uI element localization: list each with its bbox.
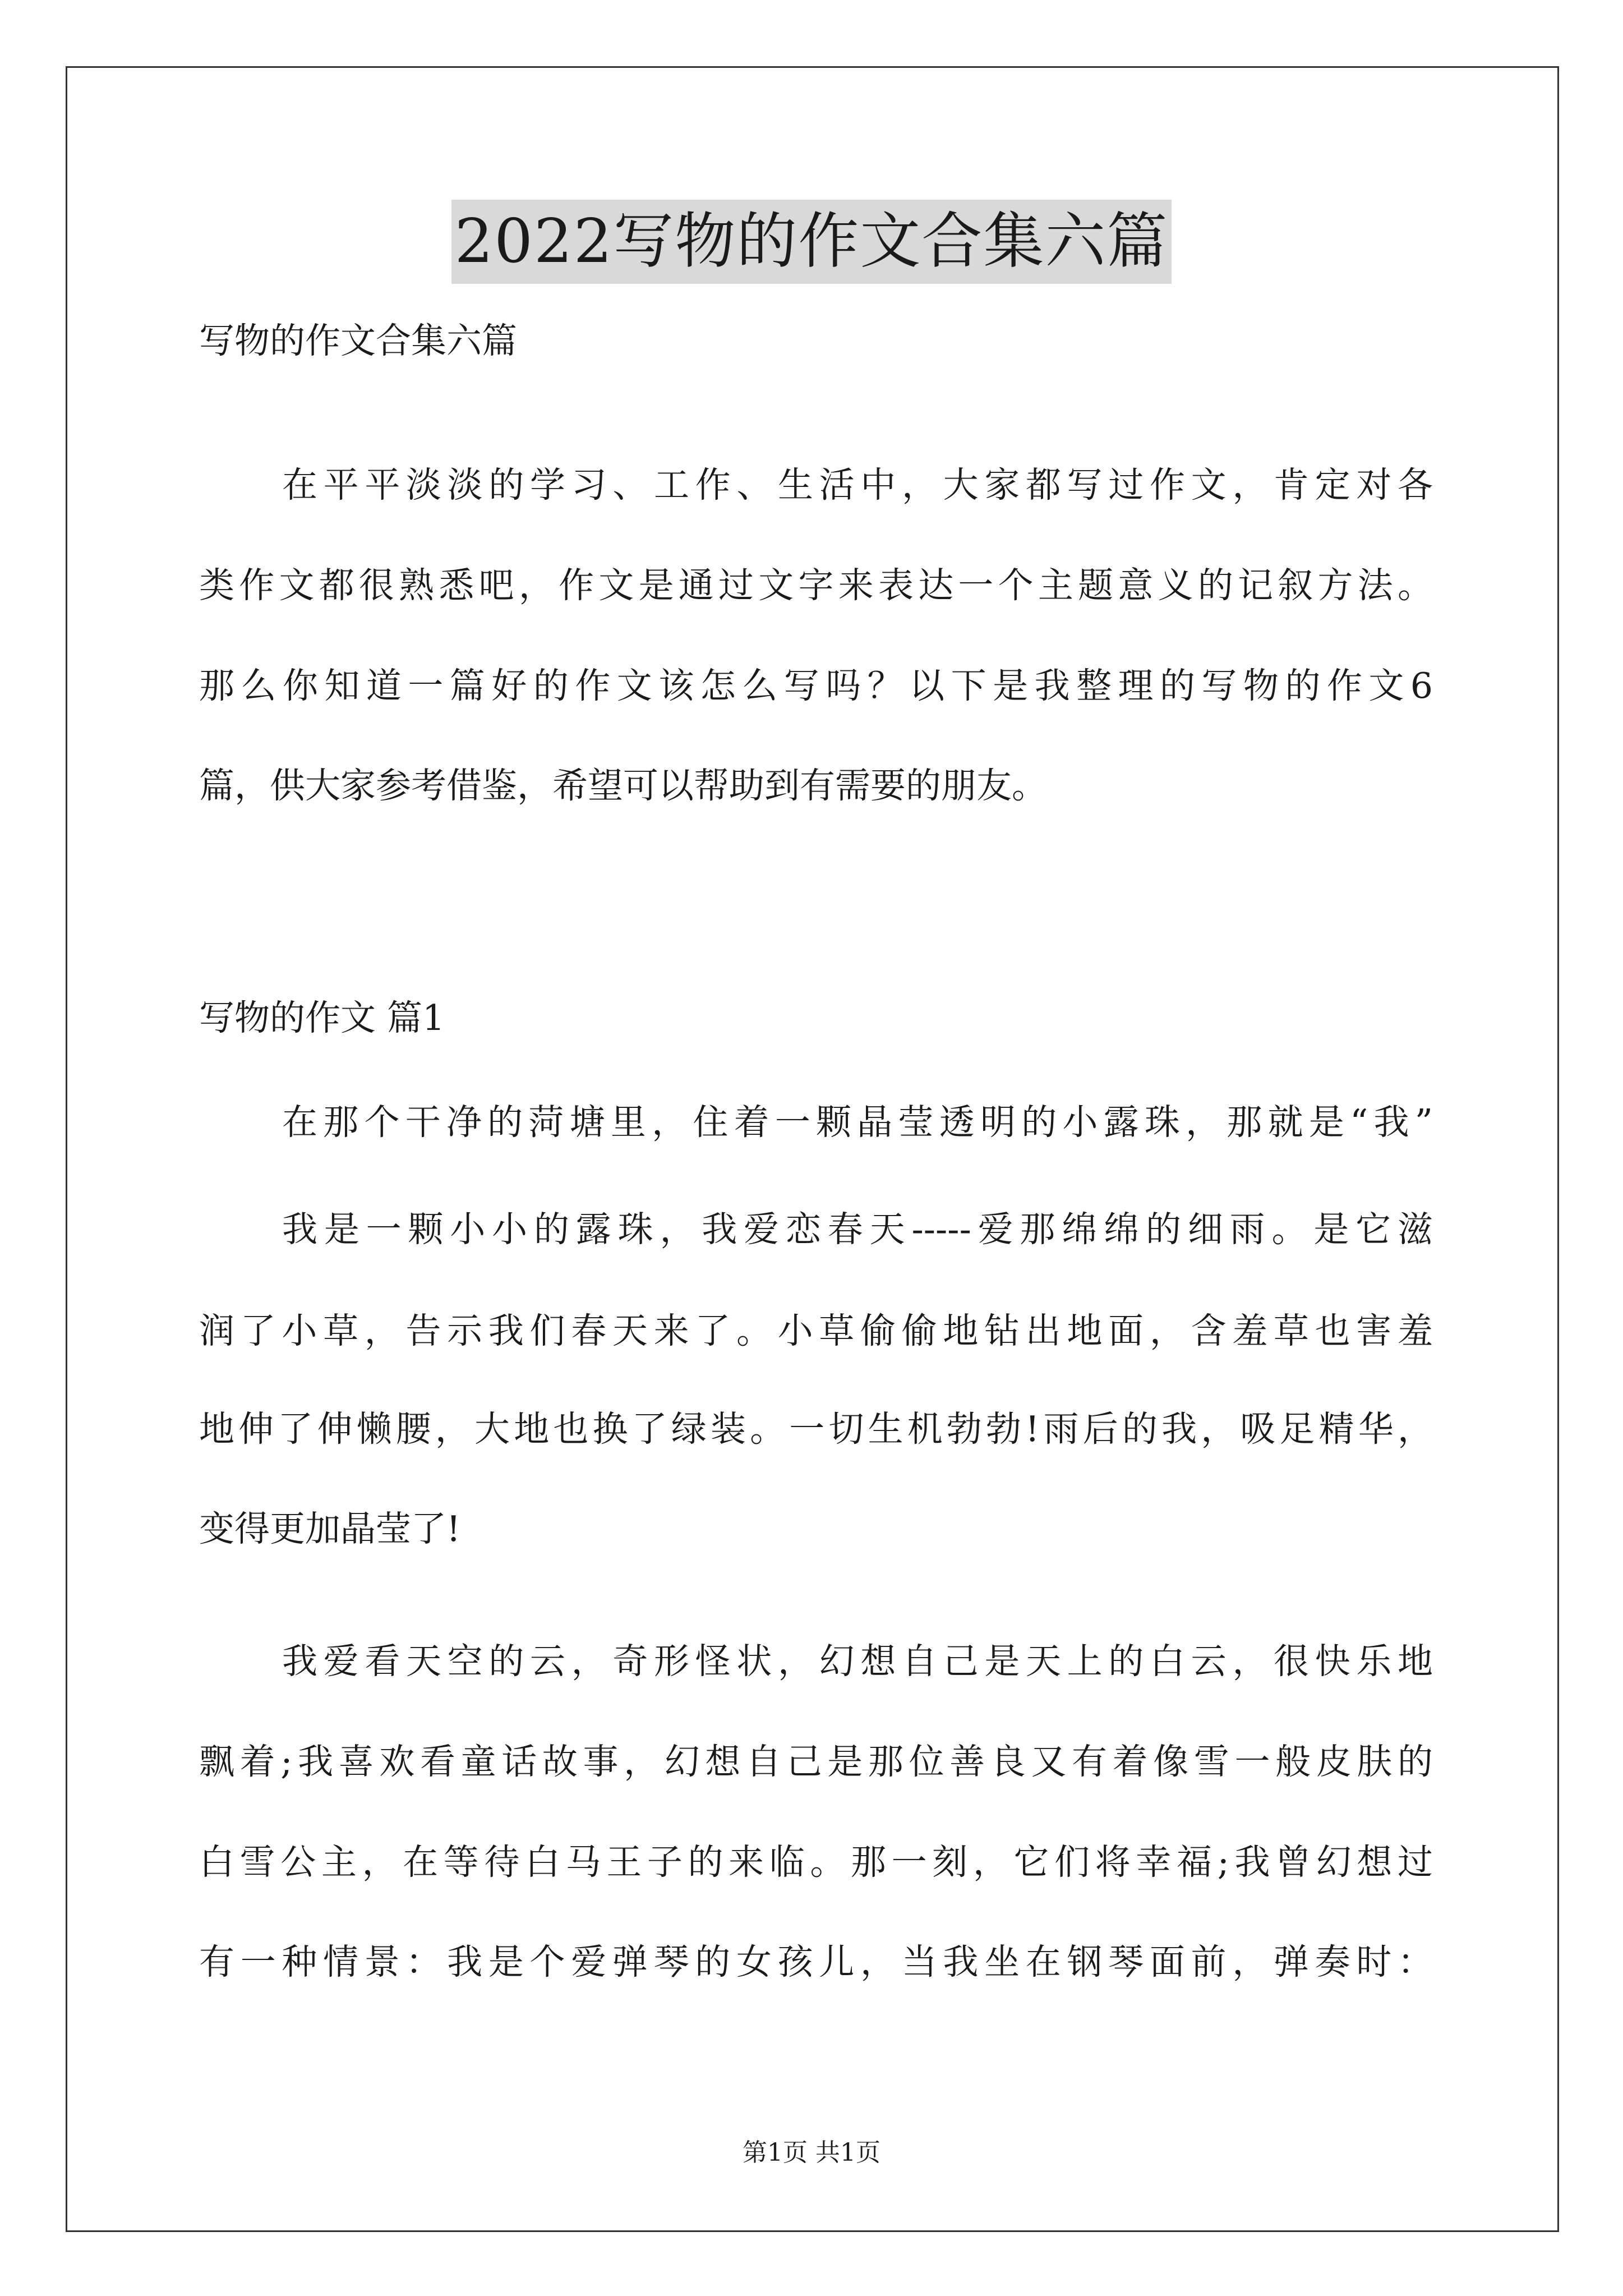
title-container — [0, 200, 1623, 284]
intro-line-3: 那么你知道一篇好的作文该怎么写吗？以下是我整理的写物的作文6 — [199, 665, 1433, 706]
intro-line-1: 在平平淡淡的学习、工作、生活中，大家都写过作文，肯定对各 — [282, 464, 1433, 505]
page-border — [66, 66, 1559, 2232]
page-footer: 第1页 共1页 — [743, 2138, 880, 2167]
body-line-1: 在那个干净的菏塘里，住着一颗晶莹透明的小露珠，那就是“我” — [282, 1102, 1433, 1143]
body-line-6: 我爱看天空的云，奇形怪状，幻想自己是天上的白云，很快乐地 — [282, 1641, 1433, 1682]
intro-line-4: 篇，供大家参考借鉴，希望可以帮助到有需要的朋友。 — [199, 765, 1047, 806]
body-line-7: 飘着;我喜欢看童话故事，幻想自己是那位善良又有着像雪一般皮肤的 — [199, 1741, 1433, 1782]
body-line-4: 地伸了伸懒腰，大地也换了绿装。一切生机勃勃!雨后的我，吸足精华， — [199, 1409, 1433, 1450]
body-line-3: 润了小草，告示我们春天来了。小草偷偷地钻出地面，含羞草也害羞 — [199, 1310, 1433, 1351]
intro-line-2: 类作文都很熟悉吧，作文是通过文字来表达一个主题意义的记叙方法。 — [199, 565, 1433, 606]
body-line-5: 变得更加晶莹了! — [199, 1508, 461, 1549]
body-line-2: 我是一颗小小的露珠，我爱恋春天-----爱那绵绵的细雨。是它滋 — [282, 1209, 1433, 1250]
body-line-8: 白雪公主，在等待白马王子的来临。那一刻，它们将幸福;我曾幻想过 — [199, 1842, 1433, 1883]
body-line-9: 有一种情景：我是个爱弹琴的女孩儿，当我坐在钢琴面前，弹奏时： — [199, 1941, 1433, 1982]
document-title: 2022写物的作文合集六篇 — [451, 200, 1172, 284]
section-heading: 写物的作文 篇1 — [199, 997, 445, 1038]
subtitle: 写物的作文合集六篇 — [199, 320, 517, 361]
